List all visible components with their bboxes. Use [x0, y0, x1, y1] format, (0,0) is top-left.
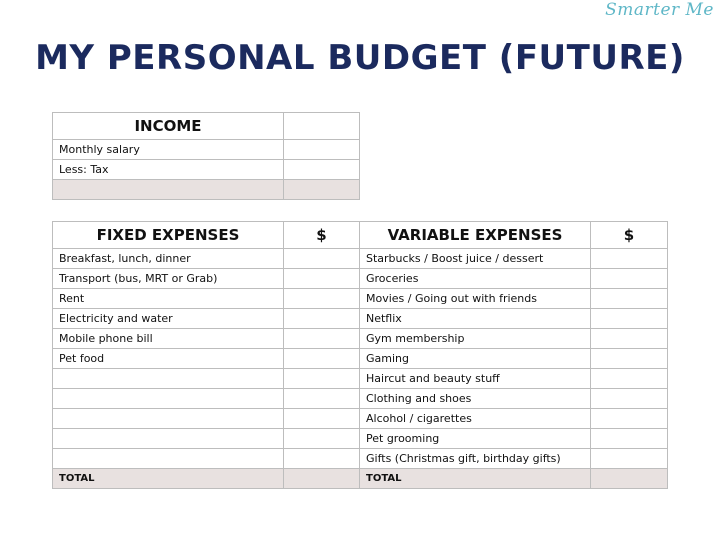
income-amount-cell[interactable] — [284, 140, 360, 160]
income-net-label-cell — [53, 180, 284, 200]
variable-expense-label: Clothing and shoes — [360, 389, 591, 409]
variable-expense-label: Pet grooming — [360, 429, 591, 449]
variable-expense-label: Gym membership — [360, 329, 591, 349]
variable-expense-label: Haircut and beauty stuff — [360, 369, 591, 389]
fixed-expense-label: Pet food — [53, 349, 284, 369]
fixed-expense-label — [53, 389, 284, 409]
income-row-label: Monthly salary — [53, 140, 284, 160]
variable-expense-amount-cell[interactable] — [591, 449, 668, 469]
variable-expense-label: Alcohol / cigarettes — [360, 409, 591, 429]
variable-expense-label: Movies / Going out with friends — [360, 289, 591, 309]
fixed-expenses-header: FIXED EXPENSES — [53, 222, 284, 249]
fixed-expense-label — [53, 409, 284, 429]
variable-expense-amount-cell[interactable] — [591, 389, 668, 409]
variable-expense-label: Netflix — [360, 309, 591, 329]
variable-expense-label: Gaming — [360, 349, 591, 369]
expense-row — [53, 429, 668, 449]
fixed-expense-amount-cell[interactable] — [284, 429, 360, 449]
expense-row — [53, 289, 668, 309]
variable-expense-label: Starbucks / Boost juice / dessert — [360, 249, 591, 269]
variable-expense-amount-cell[interactable] — [591, 289, 668, 309]
fixed-expense-label — [53, 449, 284, 469]
income-header: INCOME — [53, 113, 284, 140]
expense-row — [53, 449, 668, 469]
expense-row — [53, 389, 668, 409]
income-amount-header — [284, 113, 360, 140]
variable-expense-amount-cell[interactable] — [591, 329, 668, 349]
fixed-total-amount-cell[interactable] — [284, 469, 360, 489]
fixed-expense-amount-cell[interactable] — [284, 309, 360, 329]
fixed-expense-amount-cell[interactable] — [284, 449, 360, 469]
fixed-expense-label: Transport (bus, MRT or Grab) — [53, 269, 284, 289]
fixed-expense-amount-cell[interactable] — [284, 249, 360, 269]
fixed-expense-label: Rent — [53, 289, 284, 309]
fixed-expense-amount-cell[interactable] — [284, 389, 360, 409]
fixed-expense-amount-cell[interactable] — [284, 369, 360, 389]
fixed-expense-amount-cell[interactable] — [284, 329, 360, 349]
fixed-expense-label: Mobile phone bill — [53, 329, 284, 349]
fixed-expense-label — [53, 429, 284, 449]
fixed-expense-amount-cell[interactable] — [284, 289, 360, 309]
fixed-total-label: TOTAL — [53, 469, 284, 489]
fixed-expense-label: Breakfast, lunch, dinner — [53, 249, 284, 269]
variable-expense-amount-cell[interactable] — [591, 309, 668, 329]
expense-row — [53, 329, 668, 349]
expense-row — [53, 349, 668, 369]
expenses-table — [52, 221, 668, 489]
variable-expense-amount-cell[interactable] — [591, 369, 668, 389]
income-row-label: Less: Tax — [53, 160, 284, 180]
income-table — [52, 112, 360, 200]
expense-row — [53, 369, 668, 389]
fixed-expense-amount-cell[interactable] — [284, 409, 360, 429]
variable-expense-label: Groceries — [360, 269, 591, 289]
expense-row — [53, 309, 668, 329]
page-title: MY PERSONAL BUDGET (FUTURE) — [35, 38, 685, 78]
expense-row — [53, 409, 668, 429]
income-net-amount-cell[interactable] — [284, 180, 360, 200]
variable-expense-amount-cell[interactable] — [591, 249, 668, 269]
fixed-expense-amount-cell[interactable] — [284, 349, 360, 369]
variable-expense-amount-cell[interactable] — [591, 429, 668, 449]
variable-total-amount-cell[interactable] — [591, 469, 668, 489]
variable-expenses-header: VARIABLE EXPENSES — [360, 222, 591, 249]
variable-amount-header: $ — [591, 222, 668, 249]
income-amount-cell[interactable] — [284, 160, 360, 180]
variable-expense-label: Gifts (Christmas gift, birthday gifts) — [360, 449, 591, 469]
expense-row — [53, 249, 668, 269]
variable-expense-amount-cell[interactable] — [591, 349, 668, 369]
expense-row — [53, 269, 668, 289]
fixed-expense-amount-cell[interactable] — [284, 269, 360, 289]
fixed-expense-label: Electricity and water — [53, 309, 284, 329]
smarter-me-logo: Smarter Me — [605, 0, 714, 20]
variable-expense-amount-cell[interactable] — [591, 269, 668, 289]
total-row — [53, 469, 668, 489]
fixed-amount-header: $ — [284, 222, 360, 249]
variable-expense-amount-cell[interactable] — [591, 409, 668, 429]
fixed-expense-label — [53, 369, 284, 389]
variable-total-label: TOTAL — [360, 469, 591, 489]
